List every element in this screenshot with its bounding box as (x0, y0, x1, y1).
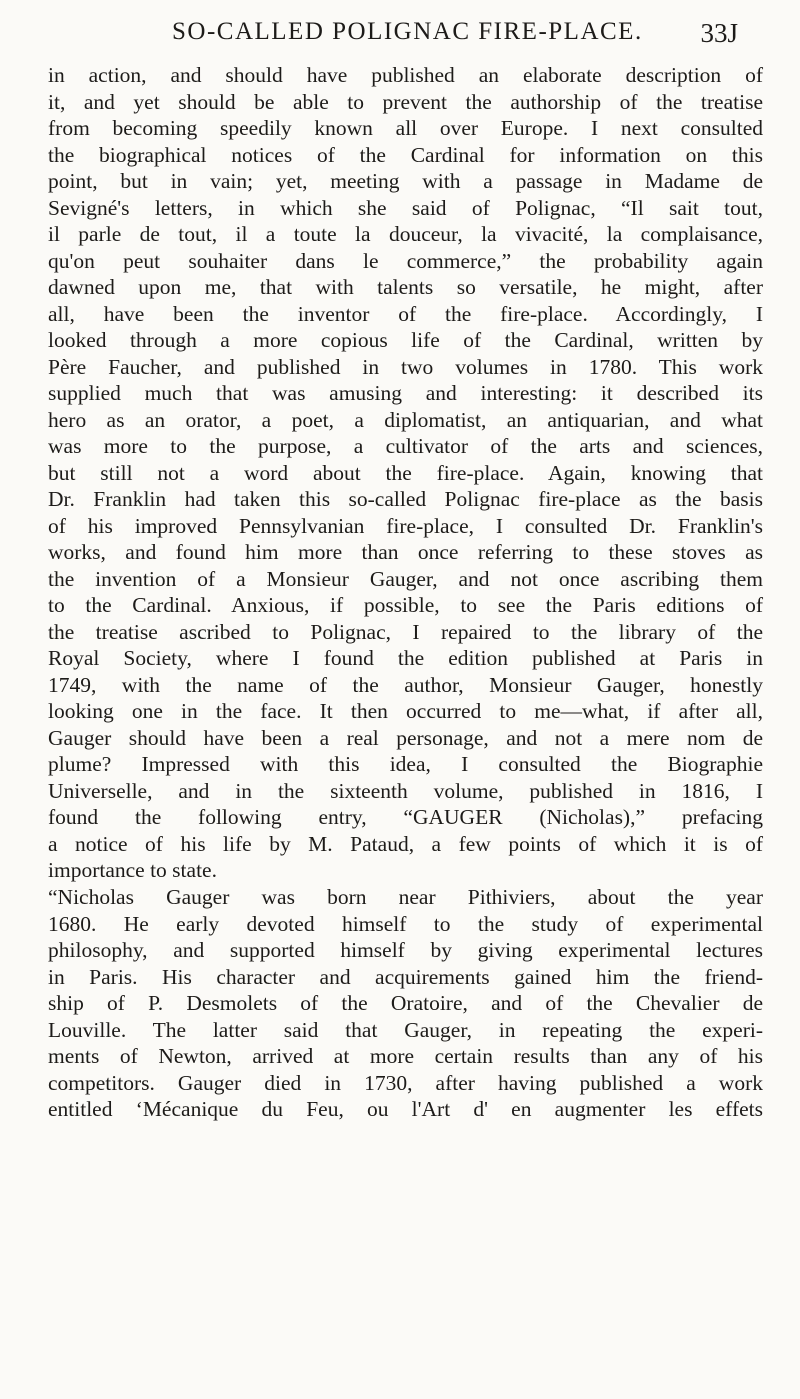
text-line: 1680. He early devoted himself to the study of experimental (48, 911, 763, 936)
text-line: from becoming speedily known all over Europe. I next consulted (48, 116, 763, 141)
text-line: hero as an orator, a poet, a diplomatist, an antiquarian, and what (48, 407, 763, 432)
text-line: qu'on peut souhaiter dans le commerce,” the probability again (48, 248, 763, 273)
text-line: ship of P. Desmolets of the Oratoire, and of the Chevalier de (48, 991, 763, 1016)
text-line: Royal Society, where I found the edition published at Paris in (48, 646, 763, 671)
text-line: philosophy, and supported himself by giving experimental lectures (48, 938, 763, 963)
text-line: il parle de tout, il a toute la douceur, la vivacité, la complaisance, (48, 222, 763, 247)
text-line: the biographical notices of the Cardinal for information on this (48, 142, 763, 167)
text-line: in action, and should have published an elaborate description of (48, 63, 763, 87)
body-text (48, 62, 763, 1123)
text-line: it, and yet should be able to prevent the authorship of the treatise (48, 89, 763, 114)
text-line: looked through a more copious life of the Cardinal, written by (48, 328, 763, 353)
text-line: competitors. Gauger died in 1730, after having published a work (48, 1070, 763, 1095)
text-line: found the following entry, “GAUGER (Nicholas),” prefacing (48, 805, 763, 830)
text-line: 1749, with the name of the author, Monsieur Gauger, honestly (48, 672, 763, 697)
text-line: ments of Newton, arrived at more certain results than any of his (48, 1044, 763, 1069)
text-line: the treatise ascribed to Polignac, I repaired to the library of the (48, 619, 763, 644)
text-line: Gauger should have been a real personage, and not a mere nom de (48, 725, 763, 750)
text-line: in Paris. His character and acquirements gained him the friend- (48, 964, 763, 989)
text-line: “Nicholas Gauger was born near Pithiviers, about the year (48, 884, 763, 909)
text-line: of his improved Pennsylvanian fire-place, I consulted Dr. Franklin's (48, 513, 763, 538)
text-line: was more to the purpose, a cultivator of the arts and sciences, (48, 434, 763, 459)
running-head (60, 18, 760, 58)
page-number: 33J (700, 18, 738, 48)
text-line: Dr. Franklin had taken this so-called Polignac fire-place as the basis (48, 487, 763, 512)
text-line: to the Cardinal. Anxious, if possible, to see the Paris editions of (48, 593, 763, 618)
text-line: entitled ‘Mécanique du Feu, ou l'Art d' en augmenter les effets (48, 1097, 763, 1122)
text-line: Sevigné's letters, in which she said of Polignac, “Il sait tout, (48, 195, 763, 220)
text-line: plume? Impressed with this idea, I consulted the Biographie (48, 752, 763, 777)
text-line: works, and found him more than once referring to these stoves as (48, 540, 763, 565)
text-line: importance to state. (48, 858, 217, 883)
text-line: point, but in vain; yet, meeting with a passage in Madame de (48, 169, 763, 194)
text-line: Louville. The latter said that Gauger, in repeating the experi- (48, 1017, 763, 1042)
text-line: the invention of a Monsieur Gauger, and not once ascribing them (48, 566, 763, 591)
text-line: Père Faucher, and published in two volumes in 1780. This work (48, 354, 763, 379)
text-line: but still not a word about the fire-place. Again, knowing that (48, 460, 763, 485)
text-line: all, have been the inventor of the fire-place. Accordingly, I (48, 301, 763, 326)
text-line: looking one in the face. It then occurred to me—what, if after all, (48, 699, 763, 724)
text-line: dawned upon me, that with talents so versatile, he might, after (48, 275, 763, 300)
text-line: Universelle, and in the sixteenth volume, published in 1816, I (48, 778, 763, 803)
text-line: a notice of his life by M. Pataud, a few points of which it is of (48, 831, 763, 856)
text-line: supplied much that was amusing and interesting: it described its (48, 381, 763, 406)
running-title: SO-CALLED POLIGNAC FIRE-PLACE. (172, 18, 643, 45)
